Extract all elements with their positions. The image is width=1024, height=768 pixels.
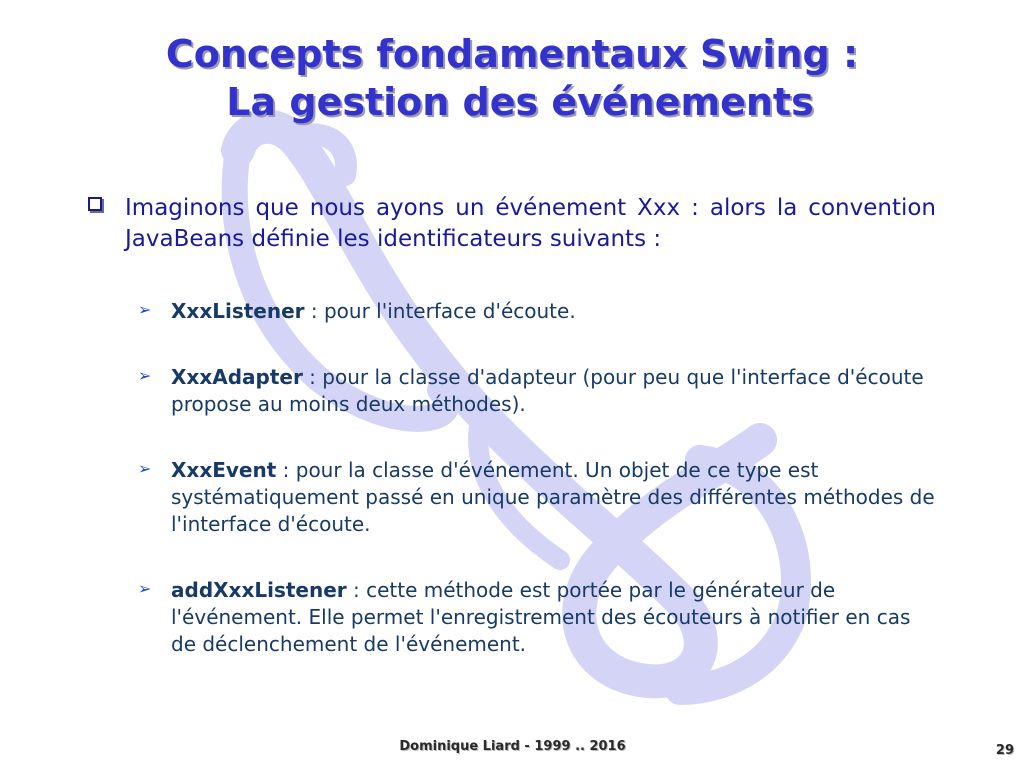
arrow-bullet-icon: ➢ [138, 459, 152, 478]
page-number: 29 [995, 743, 1014, 758]
footer-author: Dominique Liard - 1999 .. 2016 [399, 739, 626, 754]
sub-item-desc: : pour la classe d'événement. Un objet de ce type est systématiquement passé en unique paramètre des différentes méthodes de l'interface d'écoute. [171, 458, 935, 536]
hollow-square-bullet-icon [88, 197, 102, 211]
sub-item-desc: : cette méthode est portée par le générateur de l'événement. Elle permet l'enregistrement des écouteurs à notifier en cas de déclenchement de l'événement. [171, 578, 911, 656]
slide-title [0, 30, 1024, 126]
sub-item-term: XxxListener [171, 299, 305, 323]
sub-item-text [171, 364, 941, 418]
sub-item-term: XxxEvent [171, 458, 277, 482]
title-line-1: Concepts fondamentaux Swing : [165, 32, 859, 76]
sub-item-text [171, 457, 941, 538]
sub-item-term: addXxxListener [171, 578, 347, 602]
arrow-bullet-icon: ➢ [138, 300, 152, 319]
arrow-bullet-icon: ➢ [138, 579, 152, 598]
sub-item-text [171, 577, 941, 658]
title-line-2: La gestion des événements [226, 80, 814, 124]
sub-item-desc: : pour la classe d'adapteur (pour peu que l'interface d'écoute propose au moins deux méthodes). [171, 365, 924, 416]
arrow-bullet-icon: ➢ [138, 366, 152, 385]
sub-item-term: XxxAdapter [171, 365, 303, 389]
sub-item-desc: : pour l'interface d'écoute. [304, 299, 576, 323]
main-bullet-text: Imaginons que nous ayons un événement Xxx : alors la convention JavaBeans définie les identificateurs suivants : [125, 195, 936, 252]
sub-item-text [171, 298, 941, 325]
footer [0, 739, 1024, 754]
